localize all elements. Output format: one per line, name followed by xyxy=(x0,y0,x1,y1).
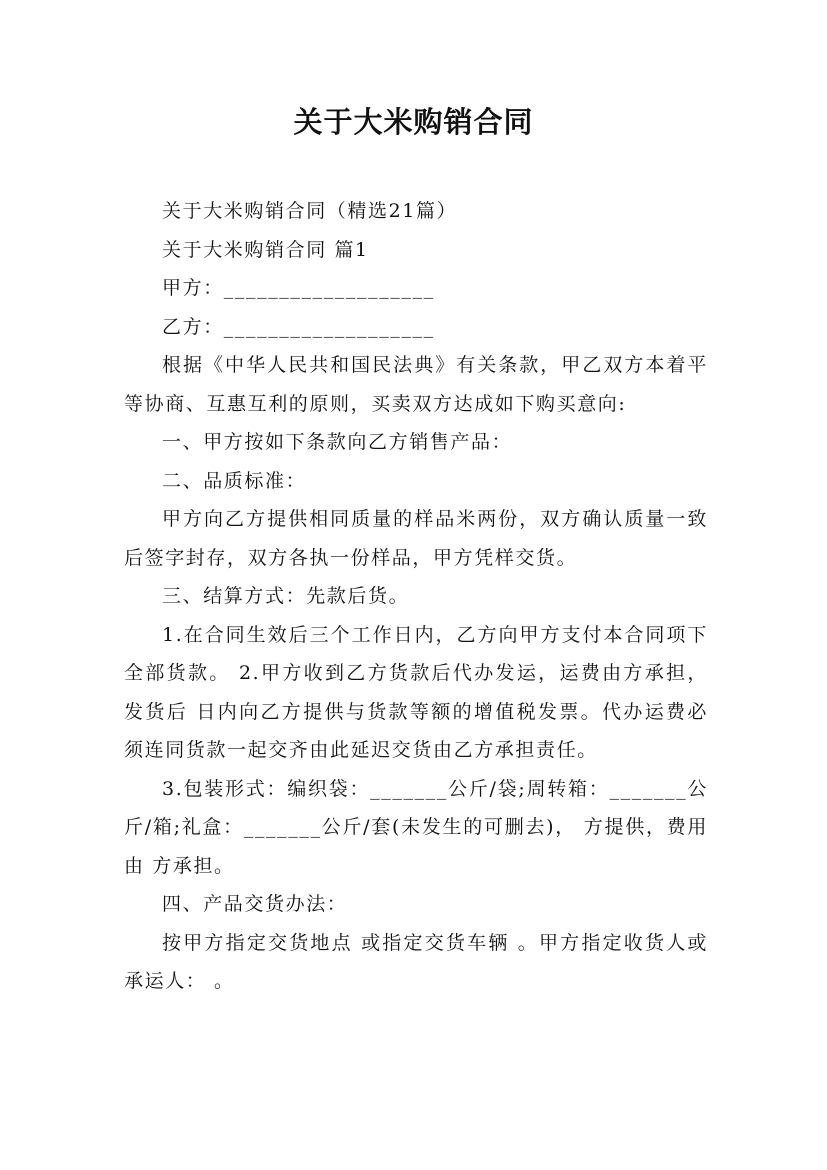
paragraph-party-b: 乙方：___________________ xyxy=(162,315,435,338)
document-body xyxy=(124,192,708,1001)
paragraph-clause-4-heading: 四、产品交货办法： xyxy=(162,893,348,915)
paragraph-preamble: 根据《中华人民共和国民法典》有关条款，甲乙双方本着平等协商、互惠互利的原则，买卖双方达成如下购买意向: xyxy=(124,354,708,415)
paragraph-subtitle: 关于大米购销合同（精选21篇） xyxy=(162,200,458,222)
document-title: 关于大米购销合同 xyxy=(293,105,534,139)
paragraph-payment-terms: 1.在合同生效后三个工作日内，乙方向甲方支付本合同项下全部货款。 2.甲方收到乙方货款后代办发运，运费由方承担，发货后 日内向乙方提供与货款等额的增值税发票。代办运费必须连同货款一起交齐由此延迟交货由乙方承担责任。 xyxy=(124,623,708,761)
paragraph-section-heading: 关于大米购销合同 篇1 xyxy=(162,238,369,261)
paragraph-clause-2-heading: 二、品质标准： xyxy=(162,469,307,492)
paragraph-delivery: 按甲方指定交货地点 或指定交货车辆 。甲方指定收货人或承运人： 。 xyxy=(124,931,708,992)
paragraph-party-a: 甲方：___________________ xyxy=(162,277,435,299)
paragraph-packaging: 3.包装形式：编织袋：_______公斤/袋;周转箱：_______公斤/箱;礼盒：_______公斤/套(未发生的可删去)， 方提供，费用由 方承担。 xyxy=(124,777,708,877)
paragraph-quality-standard: 甲方向乙方提供相同质量的样品米两份，双方确认质量一致后签字封存，双方各执一份样品，甲方凭样交货。 xyxy=(124,508,708,569)
paragraph-clause-1: 一、甲方按如下条款向乙方销售产品： xyxy=(162,431,513,453)
paragraph-clause-3-heading: 三、结算方式：先款后货。 xyxy=(162,585,410,607)
